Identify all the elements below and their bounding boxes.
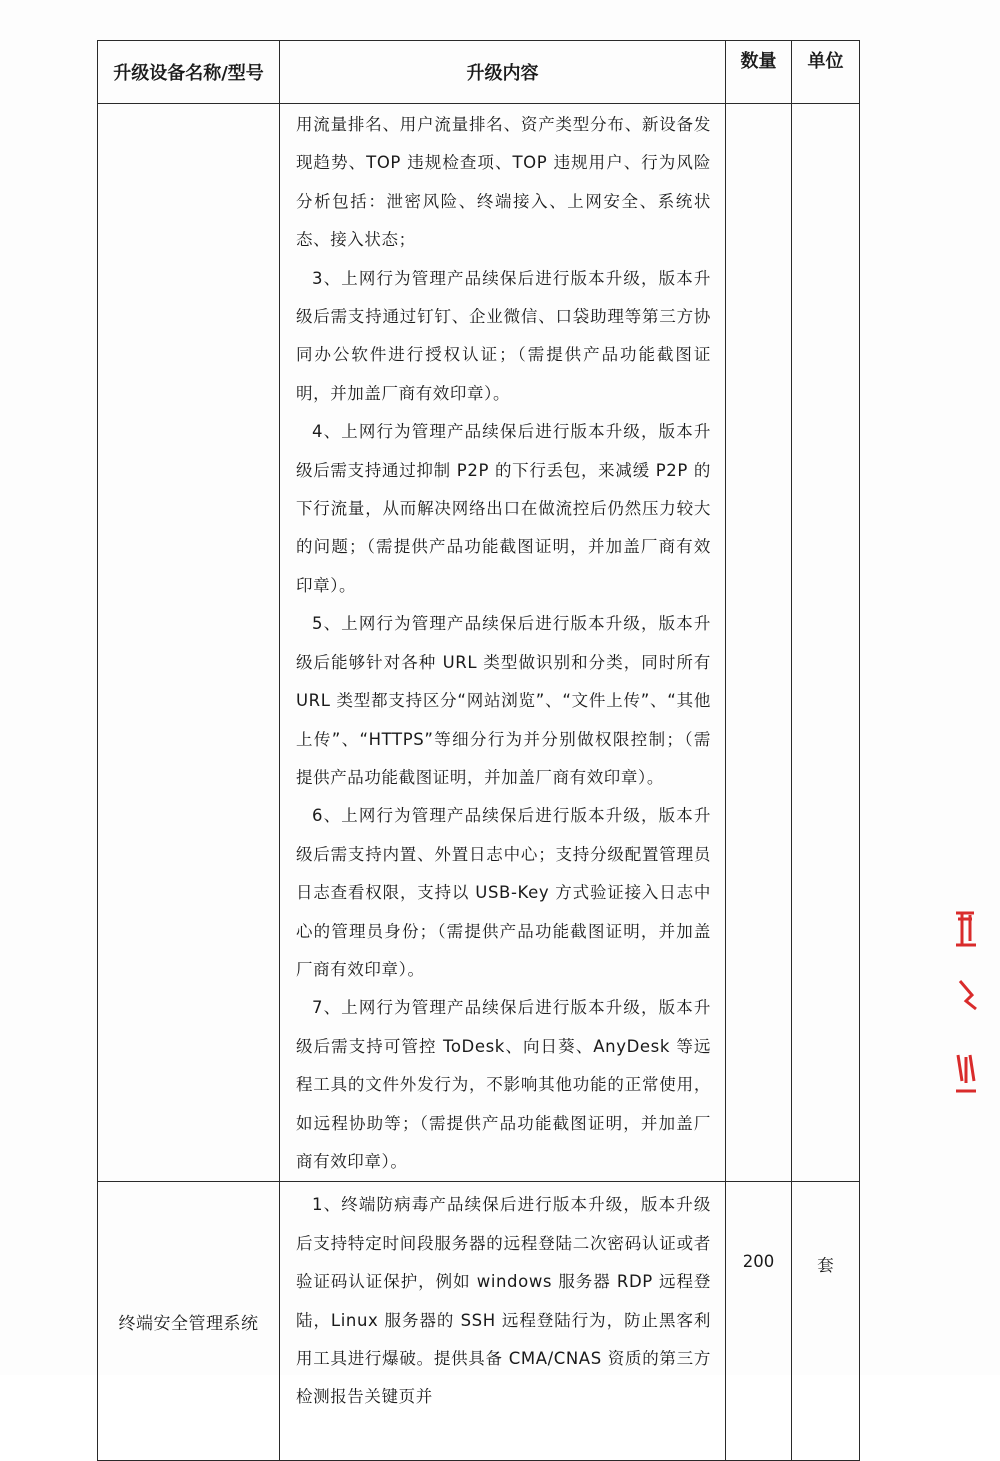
content-paragraph: 4、上网行为管理产品续保后进行版本升级，版本升级后需支持通过抑制 P2P 的下行丢包，来减缓 P2P 的下行流量，从而解决网络出口在做流控后仍然压力较大的问题；（需提供产品功能截图证明，并加盖厂商有效印章）。 xyxy=(296,422,711,595)
device-name-cell xyxy=(98,104,280,1182)
unit-cell: 套 xyxy=(792,1182,860,1461)
content-paragraph: 7、上网行为管理产品续保后进行版本升级，版本升级后需支持可管控 ToDesk、向日葵、AnyDesk 等远程工具的文件外发行为，不影响其他功能的正常使用，如远程协助等；（需提供产品功能截图证明，并加盖厂商有效印章）。 xyxy=(296,998,711,1171)
header-quantity: 数量 xyxy=(726,41,792,104)
content-paragraph: 6、上网行为管理产品续保后进行版本升级，版本升级后需支持内置、外置日志中心；支持分级配置管理员日志查看权限，支持以 USB-Key 方式验证接入日志中心的管理员身份；（需提供产品功能截图证明，并加盖厂商有效印章）。 xyxy=(296,806,711,979)
header-unit: 单位 xyxy=(792,41,860,104)
upgrade-content-cell xyxy=(280,104,726,1182)
upgrade-content-cell xyxy=(280,1182,726,1461)
content-paragraph: 1、终端防病毒产品续保后进行版本升级，版本升级后支持特定时间段服务器的远程登陆二次密码认证或者验证码认证保护，例如 windows 服务器 RDP 远程登陆，Linux 服务器的 SSH 远程登陆行为，防止黑客利用工具进行爆破。提供具备 CMA/CNAS 资质的第三方检测报告关键页并 xyxy=(296,1195,711,1407)
table-header-row xyxy=(98,41,860,104)
table-row xyxy=(98,104,860,1182)
content-paragraph: 3、上网行为管理产品续保后进行版本升级，版本升级后需支持通过钉钉、企业微信、口袋助理等第三方协同办公软件进行授权认证；（需提供产品功能截图证明，并加盖厂商有效印章）。 xyxy=(296,268,711,403)
upgrade-table xyxy=(97,40,860,1461)
quantity-cell xyxy=(726,104,792,1182)
content-paragraph: 5、上网行为管理产品续保后进行版本升级，版本升级后能够针对各种 URL 类型做识别和分类，同时所有 URL 类型都支持区分“网站浏览”、“文件上传”、“其他上传”、“HTTPS”等细分行为并分别做权限控制；（需提供产品功能截图证明，并加盖厂商有效印章）。 xyxy=(296,614,711,787)
header-upgrade-content: 升级内容 xyxy=(280,41,726,104)
header-device-name: 升级设备名称/型号 xyxy=(98,41,280,104)
table-row xyxy=(98,1182,860,1461)
device-name-cell: 终端安全管理系统 xyxy=(98,1182,280,1461)
quantity-cell: 200 xyxy=(726,1182,792,1461)
red-seal-stamp-fragment xyxy=(950,905,980,1105)
content-paragraph: 用流量排名、用户流量排名、资产类型分布、新设备发现趋势、TOP 违规检查项、TOP 违规用户、行为风险分析包括：泄密风险、终端接入、上网安全、系统状态、接入状态； xyxy=(296,115,711,250)
unit-cell xyxy=(792,104,860,1182)
